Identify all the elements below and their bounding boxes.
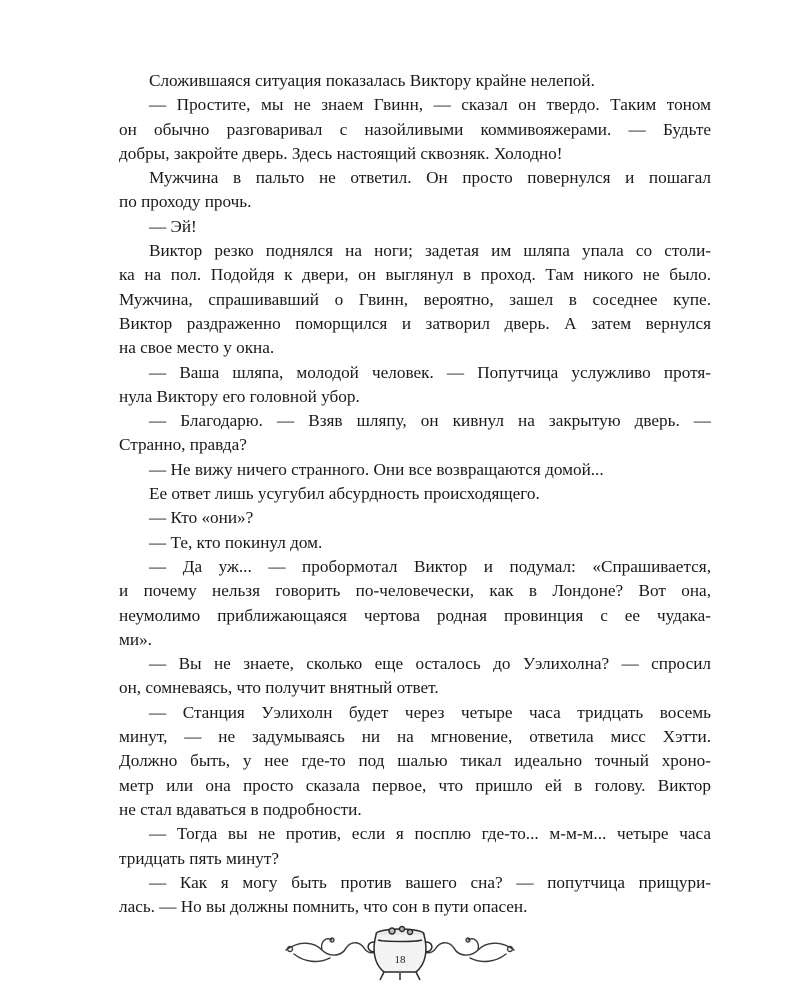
page-number: 18 xyxy=(394,954,406,966)
text-line: — Благодарю. — Взяв шляпу, он кивнул на закрытую дверь. — xyxy=(149,411,711,431)
text-line: — Кто «они»? xyxy=(149,508,254,528)
text-line: — Тогда вы не против, если я посплю где-то... м-м-м... четыре часа xyxy=(149,824,711,844)
paragraph xyxy=(89,506,711,530)
text-line: не стал вдаваться в подробности. xyxy=(119,799,362,819)
text-line: тридцать пять минут? xyxy=(119,848,280,868)
text-line: Мужчина в пальто не ответил. Он просто повернулся и пошагал xyxy=(149,168,711,188)
text-line: он, сомневаясь, что получит внятный ответ. xyxy=(119,678,439,698)
text-line: — Вы не знаете, сколько еще осталось до Уэлихолна? — спросил xyxy=(149,654,711,674)
paragraph xyxy=(89,652,711,701)
paragraph xyxy=(89,701,711,822)
paragraph xyxy=(89,531,711,555)
text-line: ми». xyxy=(119,629,152,649)
text-line: нула Виктору его головной убор. xyxy=(119,386,360,406)
text-line: — Да уж... — пробормотал Виктор и подумал: «Спрашивается, xyxy=(149,556,711,576)
paragraph xyxy=(89,482,711,506)
text-line: лась. — Но вы должны помнить, что сон в пути опасен. xyxy=(119,897,528,917)
text-line: — Не вижу ничего странного. Они все возвращаются домой... xyxy=(149,459,604,479)
paragraph xyxy=(89,166,711,215)
text-line: минут, — не задумываясь ни на мгновение, ответила мисс Хэтти. xyxy=(119,727,711,747)
paragraph xyxy=(89,361,711,410)
paragraph xyxy=(89,458,711,482)
paragraph xyxy=(89,215,711,239)
paragraph xyxy=(89,69,711,93)
text-line: Ее ответ лишь усугубил абсурдность происходящего. xyxy=(149,484,540,504)
text-line: ка на пол. Подойдя к двери, он выглянул в проход. Там никого не было. xyxy=(119,265,711,285)
text-line: Виктор резко поднялся на ноги; задетая им шляпа упала со столи- xyxy=(149,241,711,261)
text-line: и почему нельзя говорить по-человечески, как в Лондоне? Вот она, xyxy=(119,581,711,601)
page-footer xyxy=(280,920,520,990)
text-line: неумолимо приближающаяся чертова родная провинция с ее чудака- xyxy=(119,605,711,625)
text-line: Виктор раздраженно поморщился и затворил дверь. А затем вернулся xyxy=(119,313,711,333)
text-line: Мужчина, спрашивавший о Гвинн, вероятно, зашел в соседнее купе. xyxy=(119,289,711,309)
text-line: — Ваша шляпа, молодой человек. — Попутчица услужливо протя- xyxy=(149,362,711,382)
text-line: на свое место у окна. xyxy=(119,338,275,358)
text-line: по проходу прочь. xyxy=(119,192,252,212)
paragraph xyxy=(89,239,711,360)
text-line: он обычно разговаривал с назойливыми коммивояжерами. — Будьте xyxy=(119,119,711,139)
paragraph xyxy=(89,871,711,920)
paragraph xyxy=(89,555,711,652)
text-line: — Простите, мы не знаем Гвинн, — сказал он твердо. Таким тоном xyxy=(149,95,711,115)
body-text xyxy=(89,69,711,919)
text-line: — Те, кто покинул дом. xyxy=(149,532,323,552)
text-line: Странно, правда? xyxy=(119,435,247,455)
text-line: метр или она просто сказала первое, что пришло ей в голову. Виктор xyxy=(119,775,711,795)
text-line: — Станция Уэлихолн будет через четыре часа тридцать восемь xyxy=(149,702,711,722)
paragraph xyxy=(89,822,711,871)
text-line: добры, закройте дверь. Здесь настоящий сквозняк. Холодно! xyxy=(119,143,563,163)
paragraph xyxy=(89,93,711,166)
text-line: — Как я могу быть против вашего сна? — попутчица прищури- xyxy=(149,872,711,892)
text-line: Должно быть, у нее где-то под шалью тикал идеально точный хроно- xyxy=(119,751,711,771)
text-line: Сложившаяся ситуация показалась Виктору крайне нелепой. xyxy=(149,71,595,90)
paragraph xyxy=(89,409,711,458)
text-line: — Эй! xyxy=(149,216,197,236)
